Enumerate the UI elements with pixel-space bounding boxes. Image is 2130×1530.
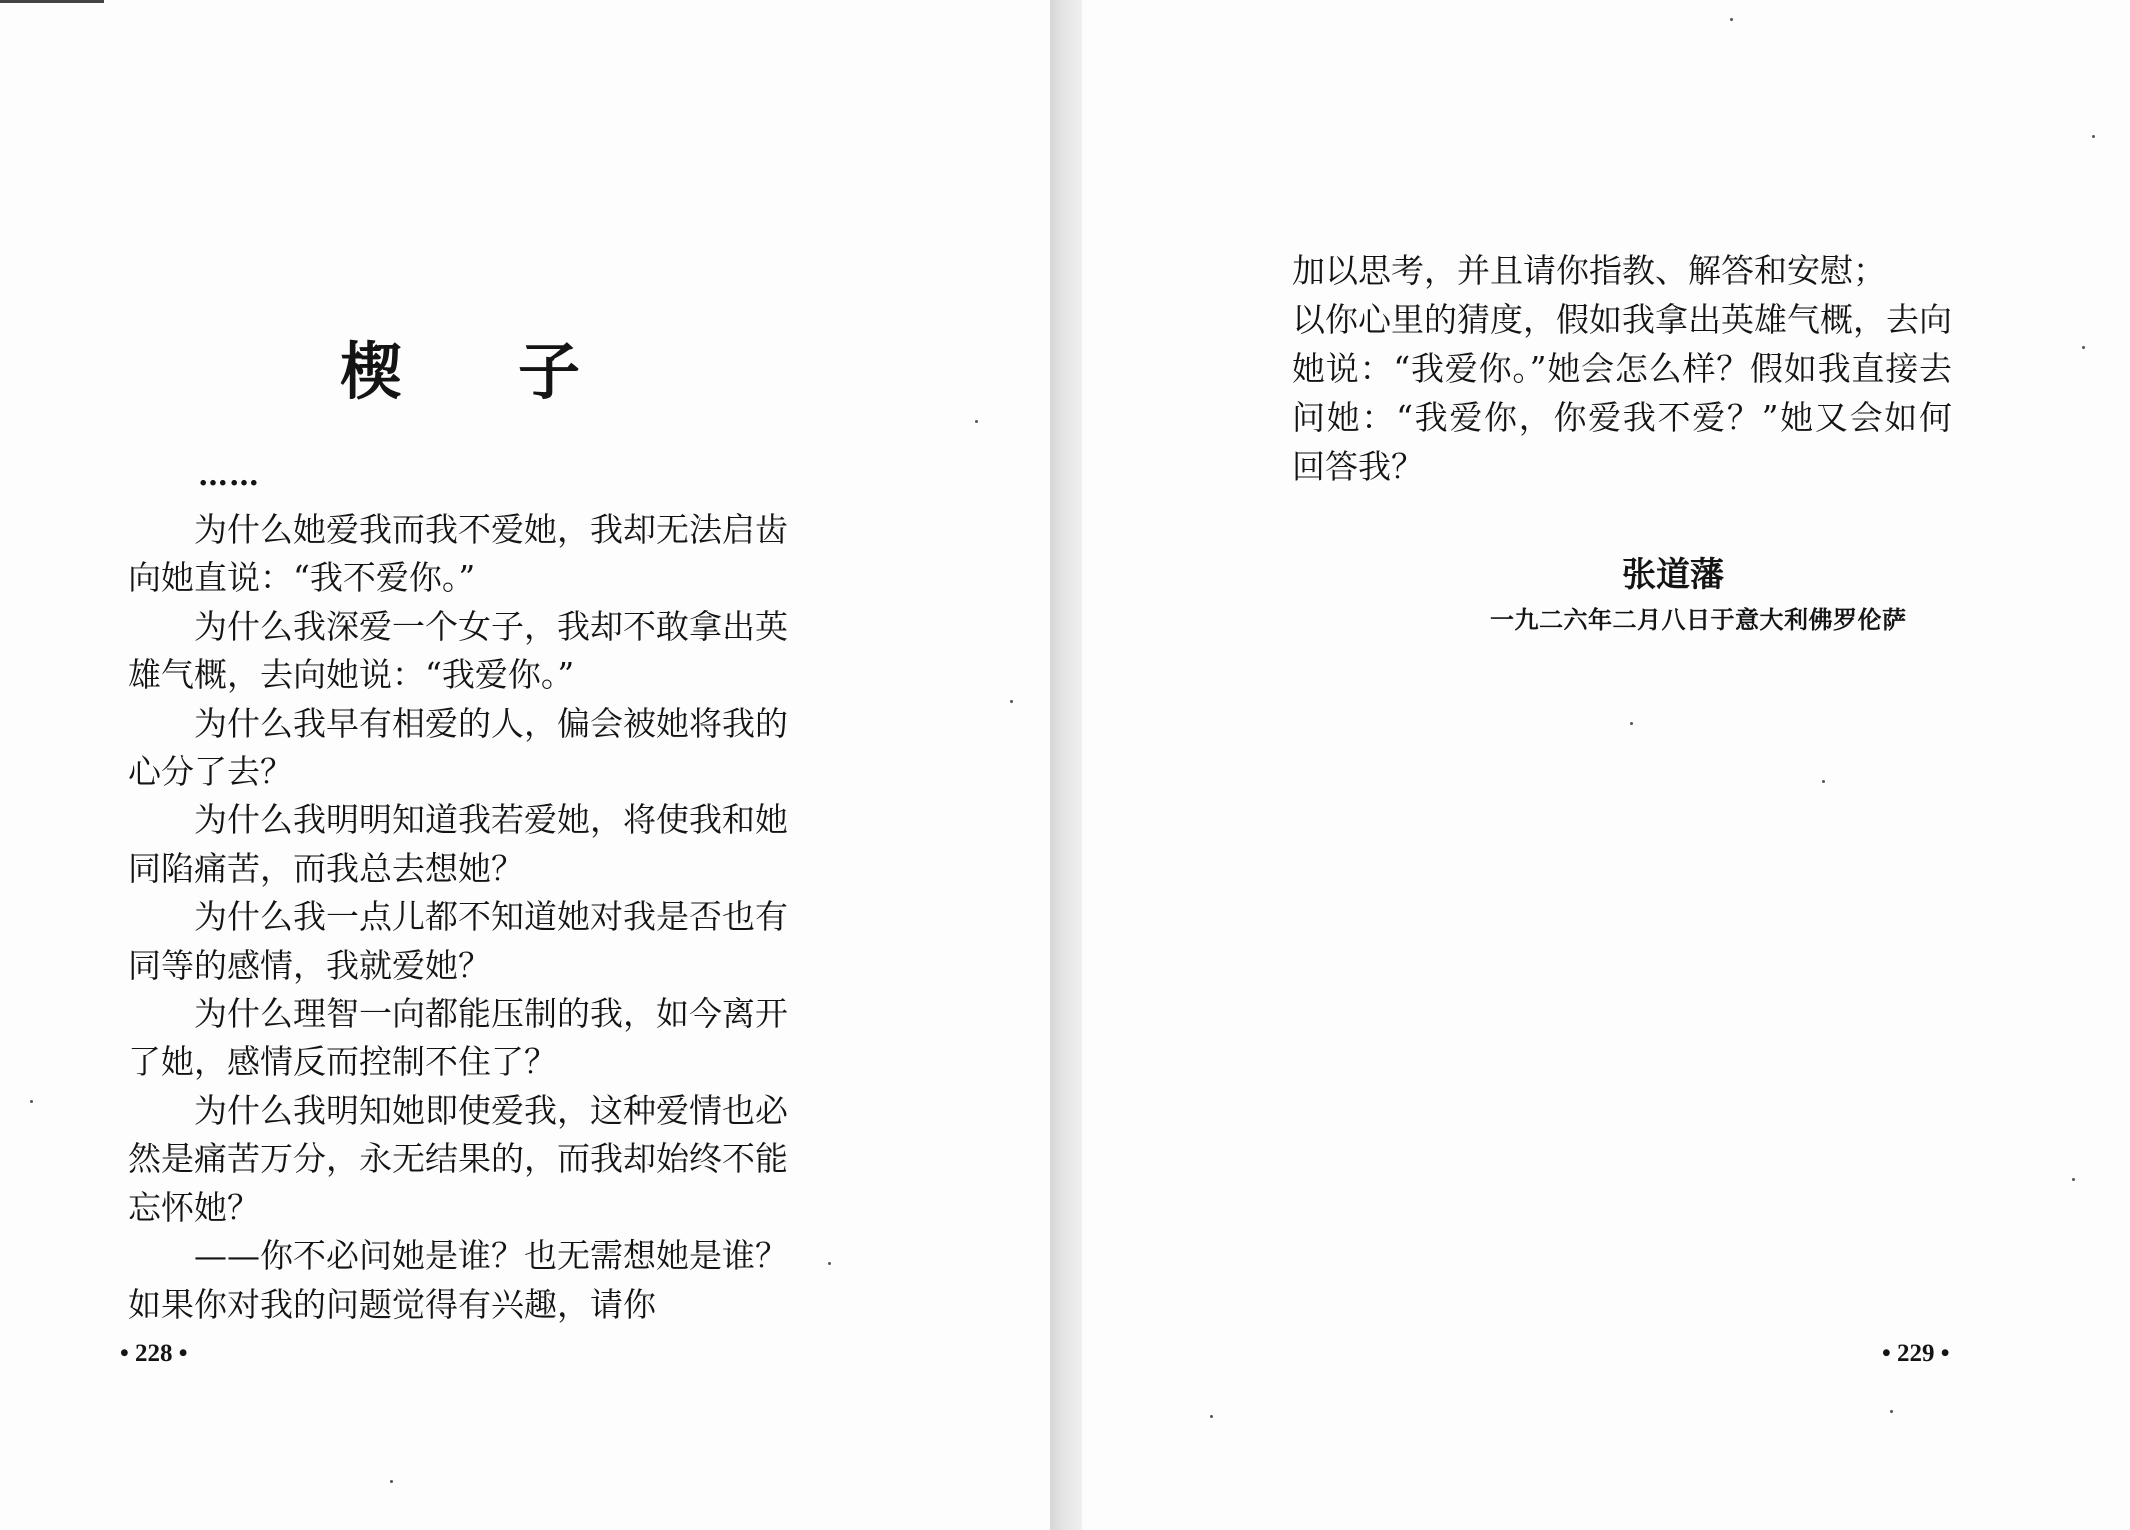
page-number: • 228 • <box>120 1340 188 1367</box>
scan-speck <box>2072 1178 2075 1181</box>
paragraph: ——你不必问她是谁？也无需想她是谁？如果你对我的问题觉得有兴趣，请你 <box>128 1236 788 1324</box>
book-gutter <box>1050 0 1082 1530</box>
chapter-title <box>340 322 580 411</box>
chapter-title-char: 楔 <box>340 335 403 408</box>
paragraph: 为什么理智一向都能压制的我，如今离开了她，感情反而控制不住了？ <box>128 994 788 1082</box>
scan-speck <box>1822 780 1825 783</box>
scan-speck <box>1890 1410 1893 1413</box>
right-page-body <box>1292 246 1952 491</box>
scan-speck <box>1010 700 1013 703</box>
scan-speck <box>1730 18 1733 21</box>
scan-speck <box>1630 722 1633 725</box>
left-page <box>0 0 1050 1530</box>
paragraph: 为什么我明知她即使爱我，这种爱情也必然是痛苦万分，永无结果的，而我却始终不能忘怀她？ <box>128 1090 788 1227</box>
scan-speck <box>828 1262 831 1265</box>
paragraph: 为什么我深爱一个女子，我却不敢拿出英雄气概，去向她说：“我爱你。” <box>128 606 788 695</box>
right-page <box>1082 0 2130 1530</box>
scan-speck <box>390 1480 393 1483</box>
chapter-title-char: 子 <box>517 335 580 408</box>
corner-mark <box>0 0 104 3</box>
left-page-body <box>128 506 788 1329</box>
paragraph: 为什么我早有相爱的人，偏会被她将我的心分了去？ <box>128 703 788 792</box>
scan-speck <box>975 420 978 423</box>
scan-speck <box>2092 135 2095 138</box>
scan-speck <box>2082 346 2085 349</box>
paragraph: 加以思考，并且请你指教、解答和安慰； <box>1292 251 1886 290</box>
paragraph: 为什么我一点儿都不知道她对我是否也有同等的感情，我就爱她？ <box>128 897 788 985</box>
paragraph: 为什么我明明知道我若爱她，将使我和她同陷痛苦，而我总去想她？ <box>128 800 788 888</box>
scan-speck <box>30 1100 33 1103</box>
signature-date: 一九二六年二月八日于意大利佛罗伦萨 <box>1490 606 1907 634</box>
opening-ellipsis: …… <box>198 458 260 493</box>
scan-speck <box>1210 1415 1213 1418</box>
author-signature: 张道藩 <box>1622 555 1724 595</box>
paragraph: 为什么她爱我而我不爱她，我却无法启齿向她直说：“我不爱你。” <box>128 510 788 598</box>
page-number: • 229 • <box>1882 1340 1950 1367</box>
paragraph: 以你心里的猜度，假如我拿出英雄气概，去向她说：“我爱你。”她会怎么样？假如我直接去问她：“我爱你，你爱我不爱？”她又会如何回答我？ <box>1292 300 1952 486</box>
